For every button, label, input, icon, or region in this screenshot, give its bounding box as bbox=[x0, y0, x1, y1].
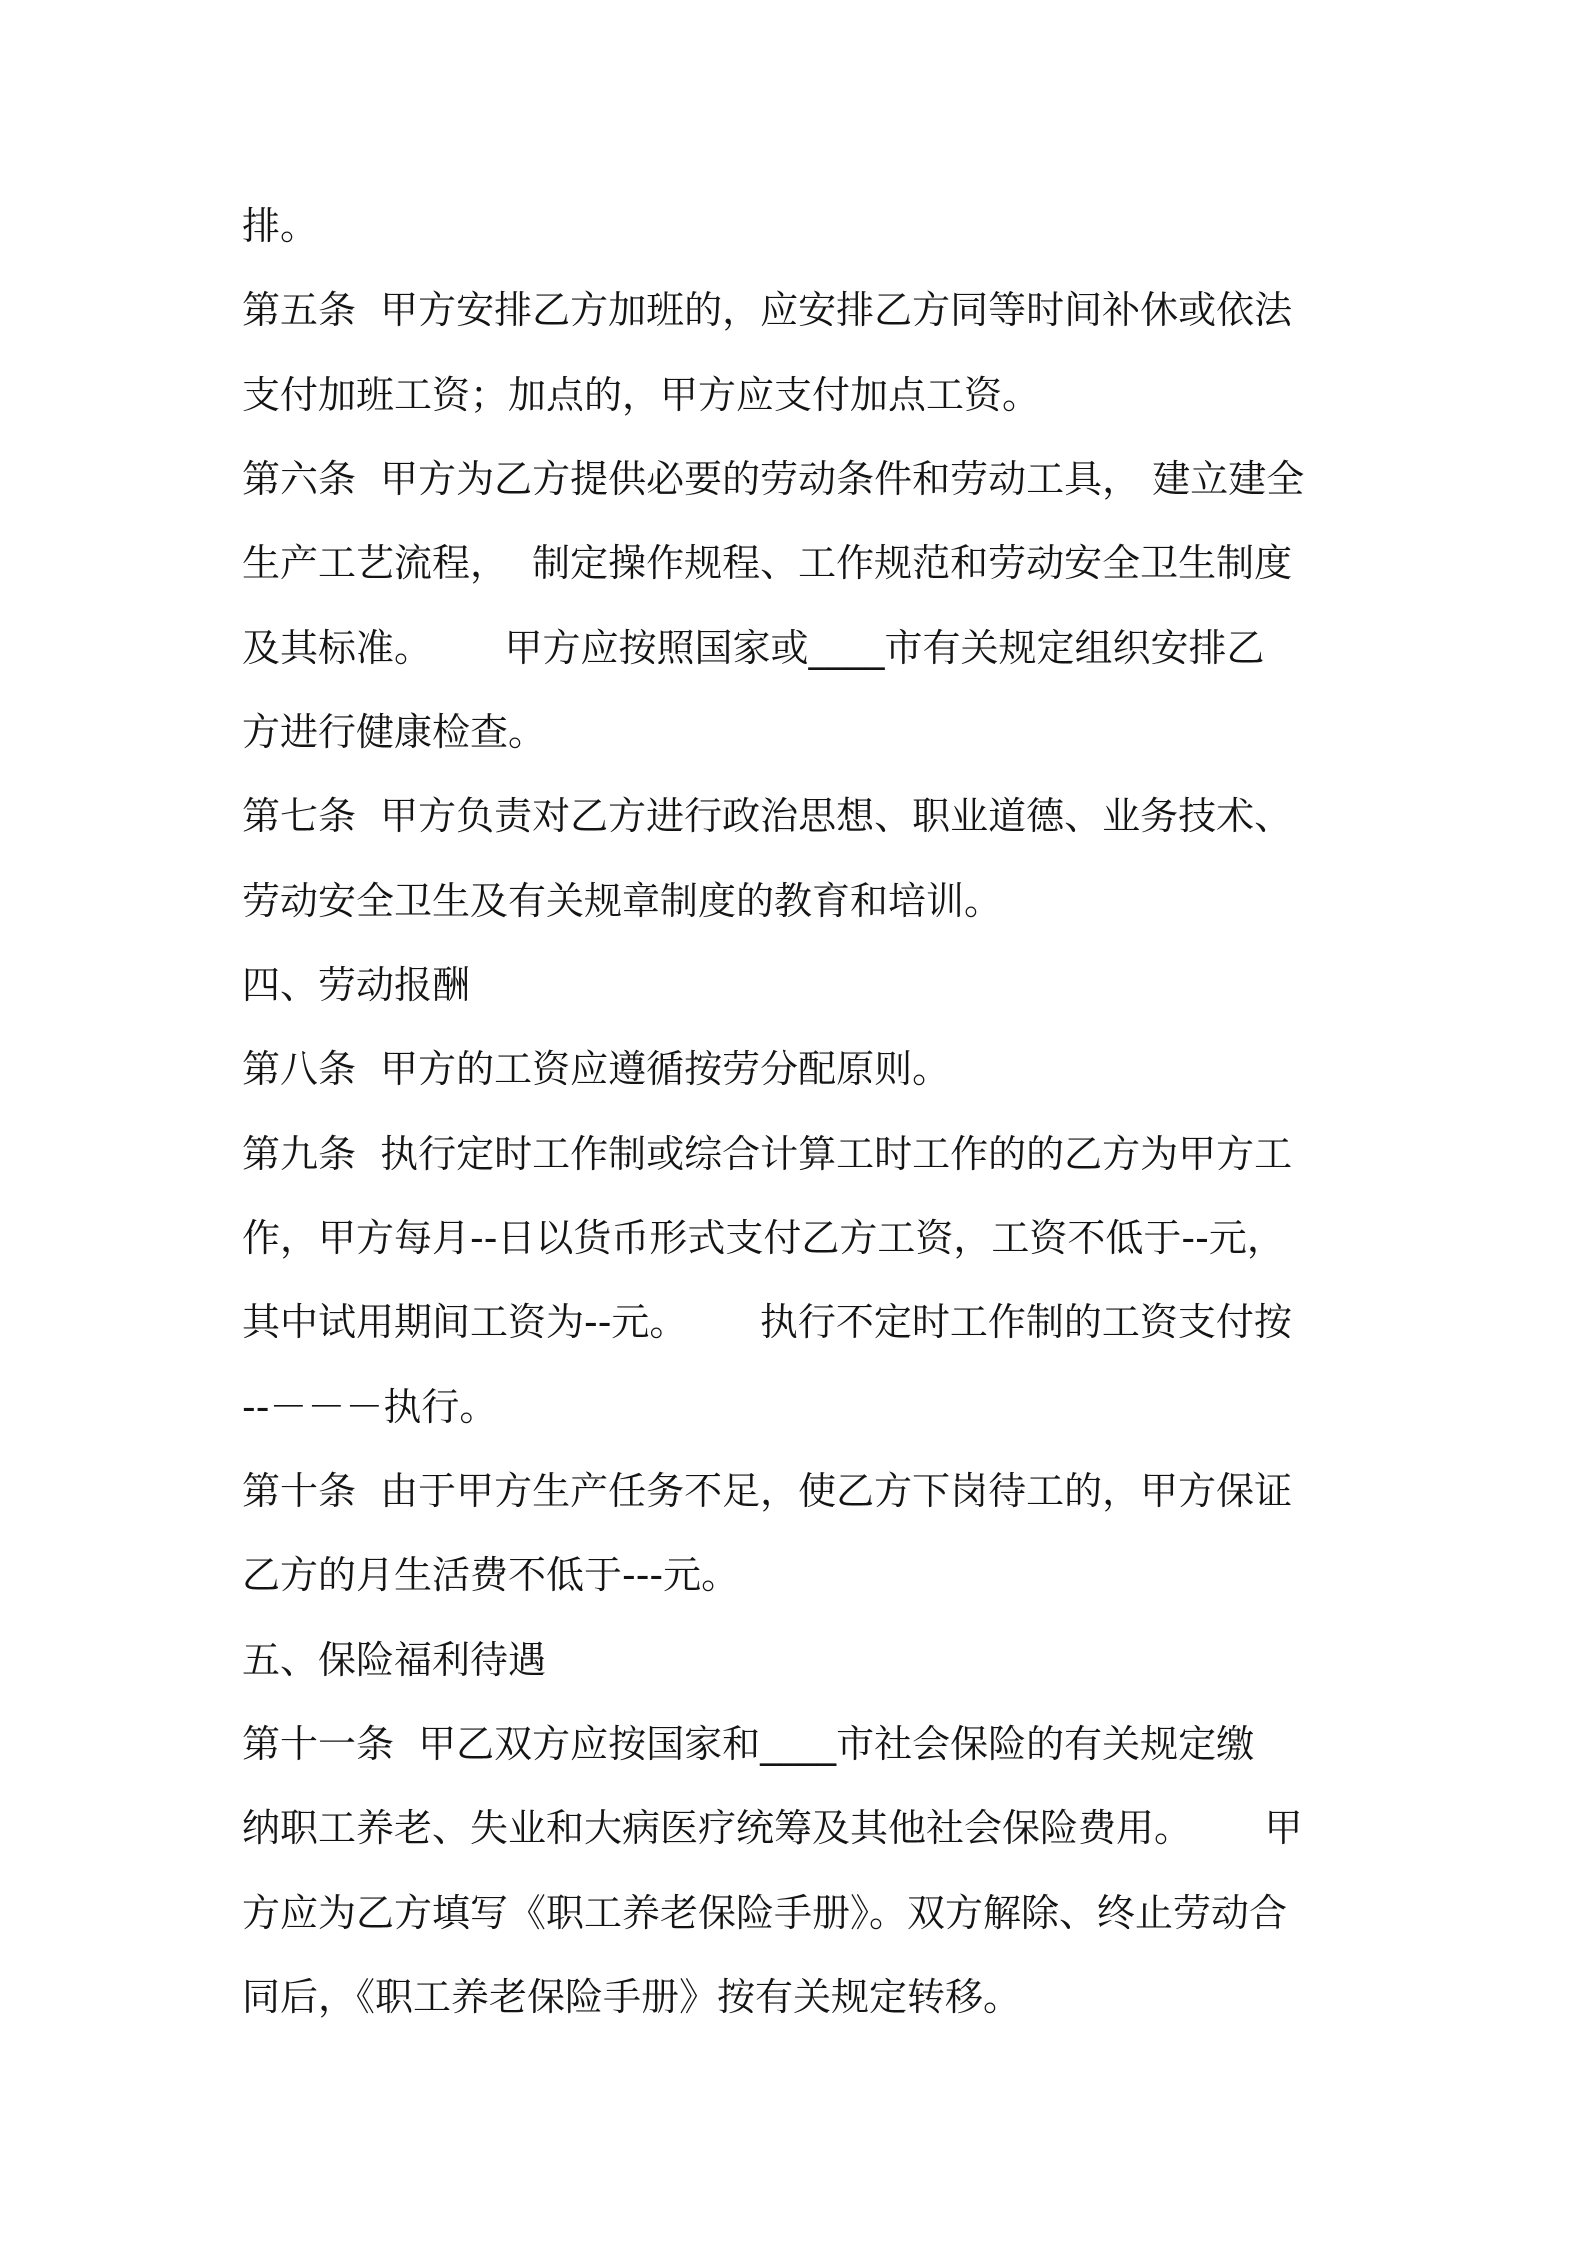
text-line: 纳职工养老、失业和大病医疗统筹及其他社会保险费用。 甲 bbox=[242, 1806, 1303, 1850]
text-line: 排。 bbox=[242, 204, 319, 248]
text-line: 第六条 甲方为乙方提供必要的劳动条件和劳动工具， 建立建全 bbox=[242, 457, 1305, 501]
text-line: 劳动安全卫生及有关规章制度的教育和培训。 bbox=[242, 879, 1003, 923]
text-line: --－－－执行。 bbox=[242, 1385, 498, 1429]
text-line: 第七条 甲方负责对乙方进行政治思想、职业道德、业务技术、 bbox=[242, 794, 1293, 838]
text-line: 生产工艺流程， 制定操作规程、工作规范和劳动安全卫生制度 bbox=[242, 541, 1293, 585]
text-line: 第五条 甲方安排乙方加班的，应安排乙方同等时间补休或依法 bbox=[242, 288, 1293, 332]
text-line: 第十一条 甲乙双方应按国家和____市社会保险的有关规定缴 bbox=[242, 1722, 1255, 1766]
text-line: 支付加班工资；加点的，甲方应支付加点工资。 bbox=[242, 373, 1041, 417]
section-heading: 四、劳动报酬 bbox=[242, 963, 471, 1007]
text-line: 第十条 由于甲方生产任务不足，使乙方下岗待工的，甲方保证 bbox=[242, 1469, 1293, 1513]
text-line: 乙方的月生活费不低于---元。 bbox=[242, 1553, 740, 1597]
text-line: 方应为乙方填写《职工养老保险手册》。双方解除、终止劳动合 bbox=[242, 1891, 1288, 1935]
text-line: 其中试用期间工资为--元。 执行不定时工作制的工资支付按 bbox=[242, 1300, 1292, 1344]
text-line: 第九条 执行定时工作制或综合计算工时工作的的乙方为甲方工 bbox=[242, 1132, 1293, 1176]
text-line: 方进行健康检查。 bbox=[242, 710, 547, 754]
section-heading: 五、保险福利待遇 bbox=[242, 1638, 547, 1682]
text-line: 作，甲方每月--日以货币形式支付乙方工资，工资不低于--元， bbox=[242, 1216, 1285, 1260]
text-line: 及其标准。 甲方应按照国家或____市有关规定组织安排乙 bbox=[242, 626, 1265, 670]
text-line: 同后，《职工养老保险手册》按有关规定转移。 bbox=[242, 1975, 1022, 2019]
text-line: 第八条 甲方的工资应遵循按劳分配原则。 bbox=[242, 1047, 951, 1091]
